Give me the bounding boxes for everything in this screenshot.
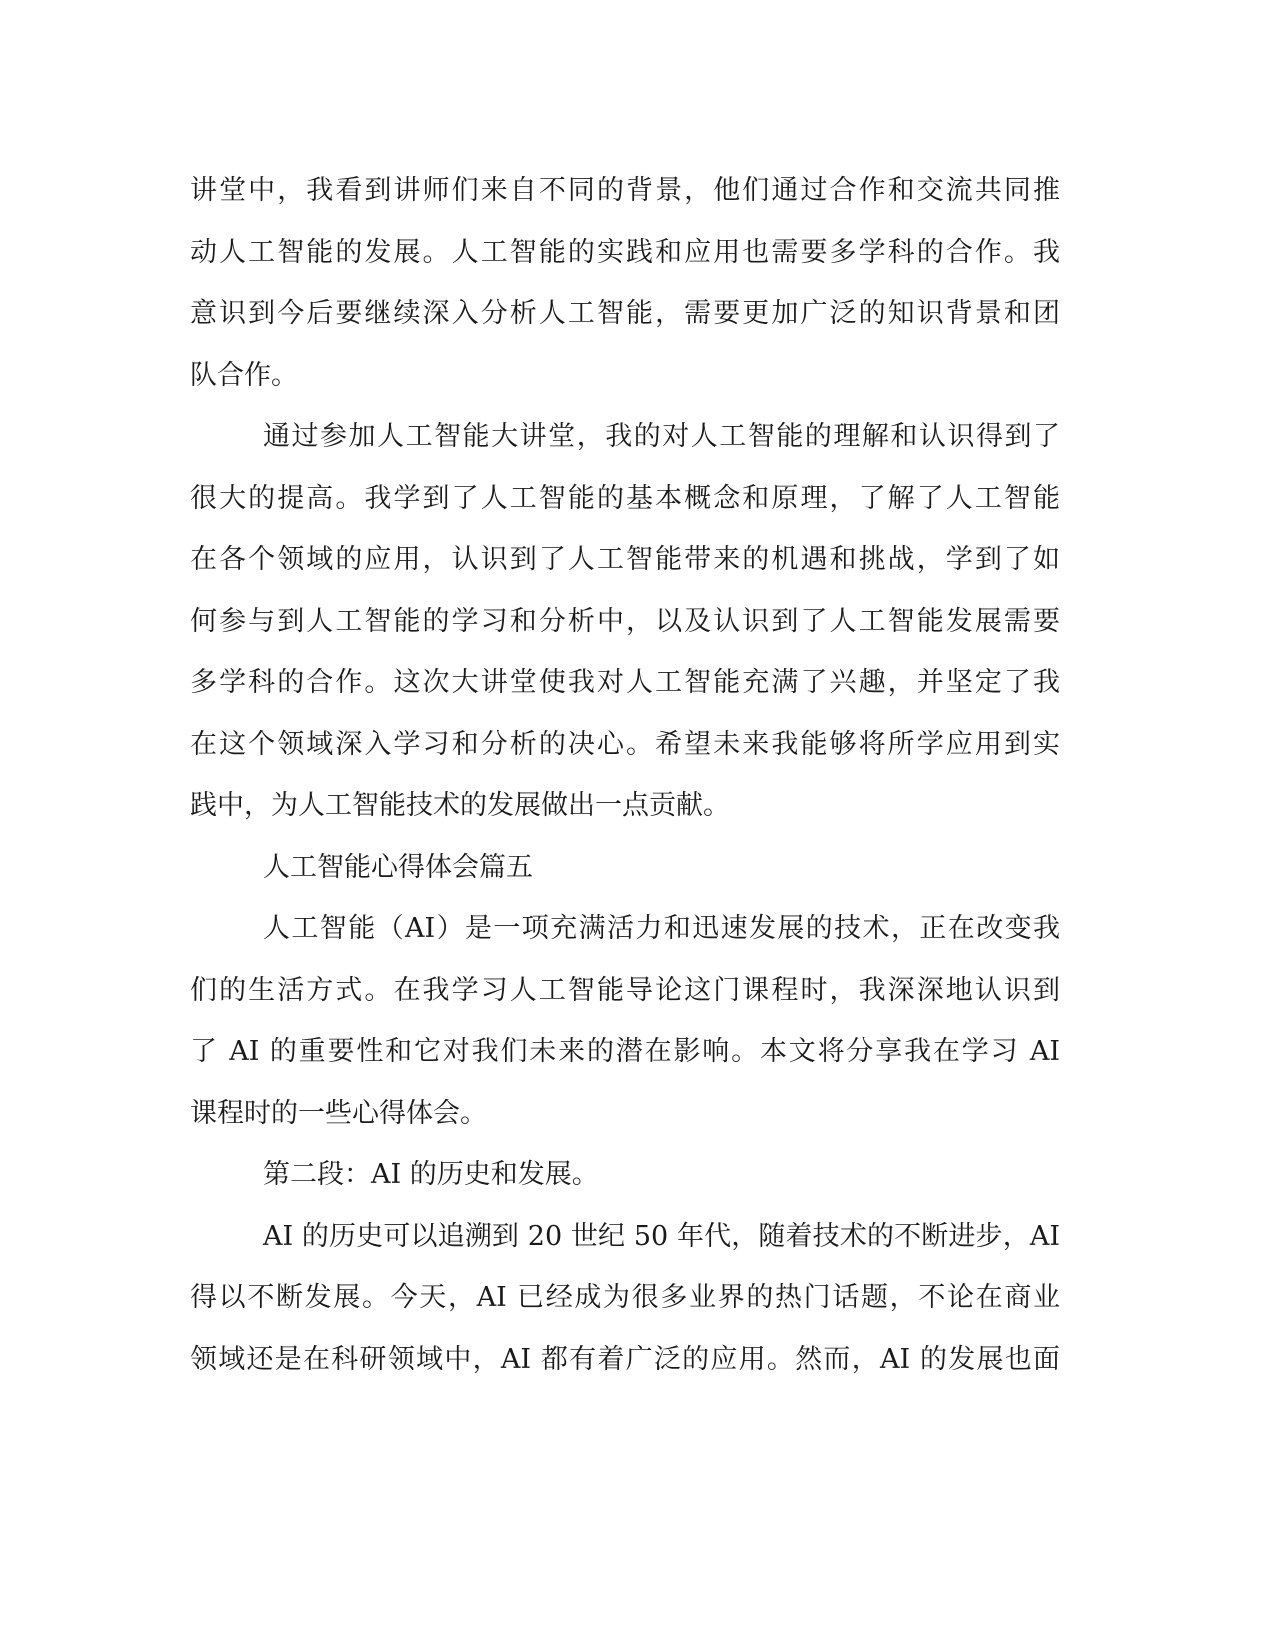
paragraph-heading: 第二段：AI 的历史和发展。: [263, 1159, 599, 1190]
text-line: 意识到今后要继续深入分析人工智能，需要更加广泛的知识背景和团: [190, 298, 1060, 329]
text-line: 队合作。: [190, 359, 298, 391]
text-line: 课程时的一些心得体会。: [190, 1097, 487, 1129]
text-line: 在这个领域深入学习和分析的决心。希望未来我能够将所学应用到实: [190, 728, 1060, 760]
document-body: [190, 160, 1090, 1390]
text-line: 动人工智能的发展。人工智能的实践和应用也需要多学科的合作。我: [190, 236, 1060, 268]
text-line: 得以不断发展。今天，AI 已经成为很多业界的热门话题，不论在商业: [190, 1282, 1060, 1313]
paragraph-first-line: 通过参加人工智能大讲堂，我的对人工智能的理解和认识得到了: [263, 421, 1060, 452]
text-line: 何参与到人工智能的学习和分析中，以及认识到了人工智能发展需要: [190, 605, 1060, 637]
paragraph-first-line: 人工智能（AI）是一项充满活力和迅速发展的技术，正在改变我: [263, 913, 1060, 944]
section-heading: 人工智能心得体会篇五: [263, 851, 533, 883]
text-line: 很大的提高。我学到了人工智能的基本概念和原理，了解了人工智能: [190, 482, 1060, 514]
text-line: 讲堂中，我看到讲师们来自不同的背景，他们通过合作和交流共同推: [190, 175, 1060, 206]
text-line: 多学科的合作。这次大讲堂使我对人工智能充满了兴趣，并坚定了我: [190, 667, 1060, 698]
text-line: 了 AI 的重要性和它对我们未来的潜在影响。本文将分享我在学习 AI: [190, 1036, 1060, 1067]
text-line: 践中，为人工智能技术的发展做出一点贡献。: [190, 790, 730, 821]
text-line: 在各个领域的应用，认识到了人工智能带来的机遇和挑战，学到了如: [190, 544, 1060, 575]
text-line: 领域还是在科研领域中，AI 都有着广泛的应用。然而，AI 的发展也面: [190, 1343, 1060, 1375]
text-line: 们的生活方式。在我学习人工智能导论这门课程时，我深深地认识到: [190, 974, 1060, 1006]
paragraph-first-line: AI 的历史可以追溯到 20 世纪 50 年代，随着技术的不断进步，AI: [263, 1220, 1060, 1252]
